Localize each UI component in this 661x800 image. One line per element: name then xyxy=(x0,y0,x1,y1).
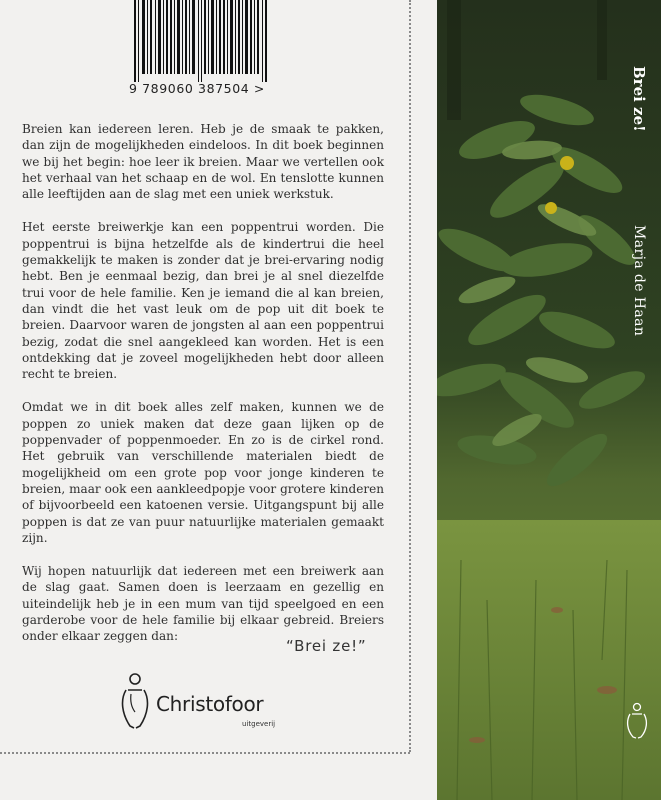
blurb-paragraph: Omdat we in dit boek alles zelf maken, kunnen we de poppen zo uniek maken dat deze gaan lijken op de poppenvader of poppenmoeder. En zo is de cirkel rond. Het gebruik van verschillende materialen biedt de mogelijkheid om een grote pop voor jonge kinderen te breien, maar ook een aankleedpopje voor grotere kinderen of bijvoorbeeld een katoenen versie. Uitgangspunt bij alle poppen is dat ze van puur natuurlijke materialen gemaakt zijn. xyxy=(22,400,384,545)
blurb-paragraph: Breien kan iedereen leren. Heb je de smaak te pakken, dan zijn de mogelijkheden eindeloos. In dit boek beginnen we bij het begin: hoe leer ik breien. Maar we vertellen ook het verhaal van het schaap en de wol. En tenslotte kunnen alle leeftijden aan de slag met een uniek werkstuk. xyxy=(22,122,384,202)
blurb-paragraph: Het eerste breiwerkje kan een poppentrui worden. Die poppentrui is bijna hetzelfde als de kindertrui die heel gemakkelijk te maken is zonder dat je brei-ervaring nodig hebt. Ben je eenmaal bezig, dan brei je al snel diezelfde trui voor de hele familie. Ken je iemand die al kan breien, dan vindt die het vast leuk om de pop uit dit boek te breien. Daarvoor waren de jongsten al aan een poppentrui bezig, zodat die snel aangekleed kan worden. Het is een ontdekking dat je zoveel mogelijkheden hebt door alleen recht te breien. xyxy=(22,220,384,382)
spine-title: Brei ze! xyxy=(630,66,648,132)
publisher-logo xyxy=(120,672,320,742)
closing-quote: “Brei ze!” xyxy=(286,637,367,655)
publisher-name: Christofoor xyxy=(156,692,264,716)
blurb-paragraph: Wij hopen natuurlijk dat iedereen met een breiwerk aan de slag gaat. Samen doen is leerzaam en gezellig en uiteindelijk heb je in een mum van tijd speelgoed en een garderobe voor de hele familie bij elkaar gebreid. Breiers onder elkaar zeggen dan: xyxy=(22,564,384,644)
isbn-number: 9 789060 387504 > xyxy=(129,81,265,96)
barcode xyxy=(132,0,272,82)
christofoor-figure-icon xyxy=(120,672,154,732)
spine-author: Marja de Haan xyxy=(631,225,647,337)
blurb-text xyxy=(22,121,384,662)
cut-line-vertical xyxy=(409,0,411,752)
publisher-subtitle: uitgeverij xyxy=(242,720,276,728)
cut-line-horizontal xyxy=(0,752,410,754)
christofoor-figure-icon xyxy=(626,702,650,740)
